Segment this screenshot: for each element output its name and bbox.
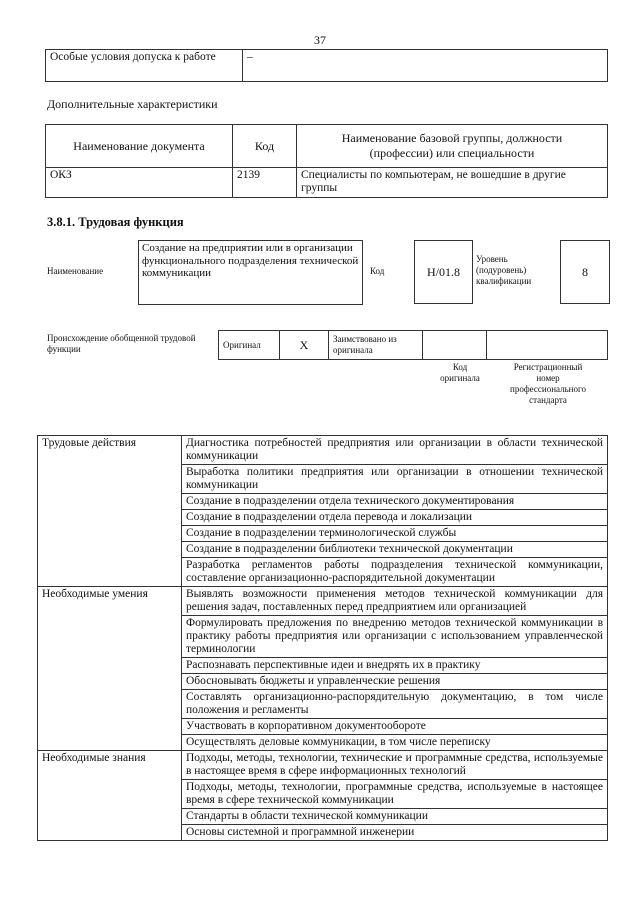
item-cell: Участвовать в корпоративном документообороте [182,719,608,735]
function-title: 3.8.1. Трудовая функция [47,215,184,229]
category-cell: Трудовые действия [38,436,182,587]
item-cell: Стандарты в области технической коммуникации [182,809,608,825]
item-cell: Разработка регламентов работы подразделения технической коммуникации, составление организационно-распорядительной документации [182,558,608,587]
item-cell: Создание в подразделении отдела технического документирования [182,494,608,510]
function-name-value: Создание на предприятии или в организации функционального подразделения технической коммуникации [138,240,363,305]
origin-code-caption: Код оригинала [440,362,480,383]
item-cell: Осуществлять деловые коммуникации, в том числе переписку [182,735,608,751]
item-cell: Подходы, методы, технологии, технические и программные средства, используемые в настоящее время в сфере информационных технологий [182,751,608,780]
item-cell: Создание в подразделении терминологической службы [182,526,608,542]
cell-document-name: ОКЗ [46,168,233,198]
header-document-name: Наименование документа [46,125,233,168]
item-cell: Основы системной и программной инженерии [182,825,608,841]
item-cell: Создание в подразделении отдела перевода и локализации [182,510,608,526]
page-number: 37 [314,33,326,47]
origin-borrowed-label: Заимствовано из оригинала [329,331,423,360]
table-row [38,751,608,780]
header-group-name: Наименование базовой группы, должности (профессии) или специальности [297,125,608,168]
item-cell: Обосновывать бюджеты и управленческие решения [182,674,608,690]
category-cell: Необходимые умения [38,587,182,751]
origin-original-mark: X [280,331,329,360]
origin-table [218,330,608,360]
origin-original-label: Оригинал [219,331,280,360]
access-conditions-label: Особые условия допуска к работе [46,50,243,82]
category-cell: Необходимые знания [38,751,182,841]
function-code-label: Код [370,266,385,276]
qualification-level-label: Уровень (подуровень) квалификации [476,254,532,286]
item-cell: Формулировать предложения по внедрению методов технической коммуникации в практику работы предприятия или организации с использованием управленческой терминологии [182,616,608,658]
header-code: Код [233,125,297,168]
function-name-label: Наименование [47,266,104,276]
extra-characteristics-title: Дополнительные характеристики [47,97,218,111]
item-cell: Выявлять возможности применения методов технической коммуникации для решения задач, поставленных перед предприятием или организацией [182,587,608,616]
labor-function-table [37,435,608,841]
access-conditions-table [45,49,608,82]
qualification-level-value: 8 [560,240,610,304]
function-code-value: H/01.8 [414,240,473,304]
item-cell: Составлять организационно-распорядительную документацию, в том числе положения и регламенты [182,690,608,719]
cell-group-name: Специалисты по компьютерам, не вошедшие в другие группы [297,168,608,198]
origin-code-cell [423,331,487,360]
origin-label: Происхождение обобщенной трудовой функции [47,333,196,354]
table-row [38,587,608,616]
access-conditions-value: – [243,50,608,82]
origin-reg-number-cell [487,331,608,360]
extra-characteristics-table [45,124,608,198]
table-row [38,436,608,465]
item-cell: Выработка политики предприятия или организации в отношении технической коммуникации [182,465,608,494]
cell-code: 2139 [233,168,297,198]
origin-reg-caption: Регистрационный номер профессионального стандарта [510,362,586,405]
item-cell: Диагностика потребностей предприятия или организации в области технической коммуникации [182,436,608,465]
item-cell: Распознавать перспективные идеи и внедрять их в практику [182,658,608,674]
item-cell: Подходы, методы, технологии, программные средства, используемые в настоящее время в сфере технической коммуникации [182,780,608,809]
item-cell: Создание в подразделении библиотеки технической документации [182,542,608,558]
